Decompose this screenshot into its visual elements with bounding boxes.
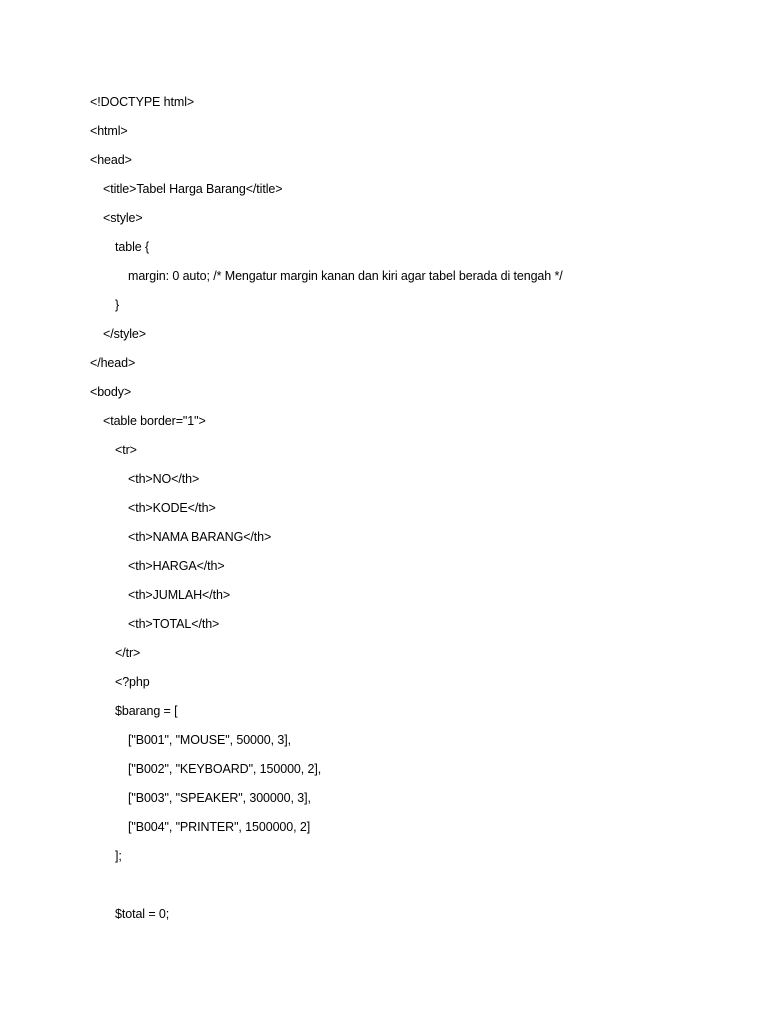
code-line: ["B002", "KEYBOARD", 150000, 2],: [128, 762, 322, 776]
code-line: $barang = [: [115, 704, 178, 718]
code-line: ];: [115, 849, 122, 863]
code-line: <tr>: [115, 443, 137, 457]
code-line: <th>NO</th>: [128, 472, 200, 486]
code-line: <!DOCTYPE html>: [90, 95, 195, 109]
code-line: <th>KODE</th>: [128, 501, 216, 515]
code-line: margin: 0 auto; /* Mengatur margin kanan dan kiri agar tabel berada di tengah */: [128, 269, 563, 283]
code-line: $total = 0;: [115, 907, 170, 921]
code-line: <body>: [90, 385, 132, 399]
code-line: ["B003", "SPEAKER", 300000, 3],: [128, 791, 311, 805]
code-line: ["B001", "MOUSE", 50000, 3],: [128, 733, 291, 747]
code-line: <title>Tabel Harga Barang</title>: [103, 182, 283, 196]
code-line: <th>HARGA</th>: [128, 559, 225, 573]
code-listing: [90, 92, 730, 933]
code-line: <head>: [90, 153, 132, 167]
code-line: <table border="1">: [103, 414, 206, 428]
code-line: </head>: [90, 356, 136, 370]
code-line: <th>TOTAL</th>: [128, 617, 220, 631]
code-line: <style>: [103, 211, 143, 225]
code-line: </style>: [103, 327, 146, 341]
code-line: <th>NAMA BARANG</th>: [128, 530, 272, 544]
blank-line: [90, 875, 730, 904]
code-line: <html>: [90, 124, 128, 138]
code-line: }: [115, 298, 120, 312]
code-line: </tr>: [115, 646, 141, 660]
code-line: <th>JUMLAH</th>: [128, 588, 231, 602]
code-line: <?php: [115, 675, 150, 689]
code-line: ["B004", "PRINTER", 1500000, 2]: [128, 820, 311, 834]
code-line: table {: [115, 240, 150, 254]
